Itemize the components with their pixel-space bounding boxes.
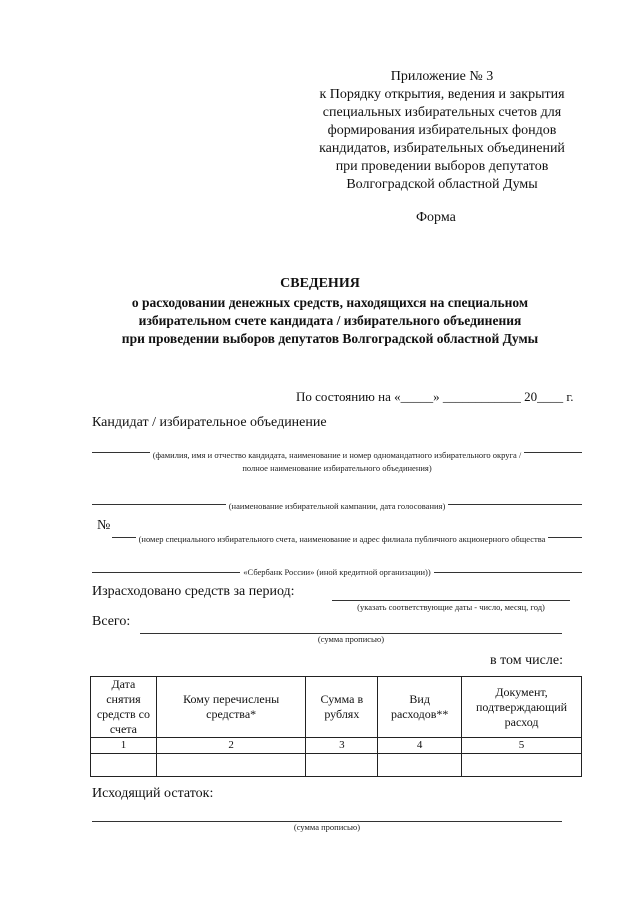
table-cell[interactable] bbox=[378, 754, 462, 777]
including-label: в том числе: bbox=[490, 653, 563, 668]
total-caption: (сумма прописью) bbox=[317, 634, 385, 644]
account-caption-wrap bbox=[112, 534, 572, 544]
column-number: 5 bbox=[462, 738, 582, 754]
table-header-row bbox=[91, 677, 582, 738]
number-sign: № bbox=[97, 518, 111, 533]
expenses-table bbox=[90, 676, 582, 777]
table-cell[interactable] bbox=[462, 754, 582, 777]
header-expense-type: Вид расходов** bbox=[378, 677, 462, 738]
column-number: 4 bbox=[378, 738, 462, 754]
document-title: СВЕДЕНИЯ bbox=[280, 276, 360, 291]
table-cell[interactable] bbox=[156, 754, 306, 777]
column-number: 1 bbox=[91, 738, 157, 754]
appendix-line: специальных избирательных счетов для bbox=[322, 105, 562, 120]
appendix-header bbox=[300, 68, 584, 194]
table-cell[interactable] bbox=[306, 754, 378, 777]
appendix-line: к Порядку открытия, ведения и закрытия bbox=[319, 87, 565, 102]
spent-label: Израсходовано средств за период: bbox=[92, 584, 295, 599]
bank-caption-wrap bbox=[92, 567, 582, 577]
candidate-caption-wrap bbox=[92, 450, 582, 460]
balance-caption: (сумма прописью) bbox=[293, 822, 361, 832]
campaign-caption-wrap bbox=[92, 501, 582, 511]
header-date: Дата снятия средств со счета bbox=[91, 677, 157, 738]
candidate-caption-1: (фамилия, имя и отчество кандидата, наименование и номер одномандатного избирательного округа / bbox=[150, 450, 525, 460]
subtitle-line: избирательном счете кандидата / избирательного объединения bbox=[138, 313, 522, 328]
appendix-line: формирования избирательных фондов bbox=[327, 123, 557, 138]
column-number: 3 bbox=[306, 738, 378, 754]
form-label: Форма bbox=[416, 210, 456, 225]
appendix-line: Приложение № 3 bbox=[390, 69, 494, 84]
account-caption-2: «Сбербанк России» (иной кредитной организации)) bbox=[240, 567, 433, 577]
subtitle-line: о расходовании денежных средств, находящихся на специальном bbox=[131, 295, 529, 310]
account-caption-1: (номер специального избирательного счета, наименование и адрес филиала публичного акционерного общества bbox=[136, 534, 549, 544]
table-cell[interactable] bbox=[91, 754, 157, 777]
table-row bbox=[91, 754, 582, 777]
appendix-line: при проведении выборов депутатов bbox=[335, 159, 549, 174]
as-of-date: По состоянию на «_____» ____________ 20____ г. bbox=[296, 389, 574, 404]
period-fill-line bbox=[332, 600, 570, 601]
period-caption: (указать соответствующие даты - число, месяц, год) bbox=[357, 602, 545, 612]
candidate-caption-2: полное наименование избирательного объединения) bbox=[242, 463, 432, 473]
balance-label: Исходящий остаток: bbox=[92, 786, 214, 801]
table-number-row bbox=[91, 738, 582, 754]
header-amount: Сумма в рублях bbox=[306, 677, 378, 738]
header-document: Документ, подтверждающий расход bbox=[462, 677, 582, 738]
document-subtitle bbox=[60, 294, 600, 348]
total-label: Всего: bbox=[92, 614, 131, 629]
subtitle-line: при проведении выборов депутатов Волгоградской областной Думы bbox=[121, 331, 539, 346]
header-recipient: Кому перечислены средства* bbox=[156, 677, 306, 738]
appendix-line: кандидатов, избирательных объединений bbox=[319, 141, 565, 156]
campaign-caption: (наименование избирательной кампании, дата голосования) bbox=[226, 501, 449, 511]
candidate-label: Кандидат / избирательное объединение bbox=[92, 415, 327, 430]
column-number: 2 bbox=[156, 738, 306, 754]
appendix-line: Волгоградской областной Думы bbox=[346, 177, 538, 192]
